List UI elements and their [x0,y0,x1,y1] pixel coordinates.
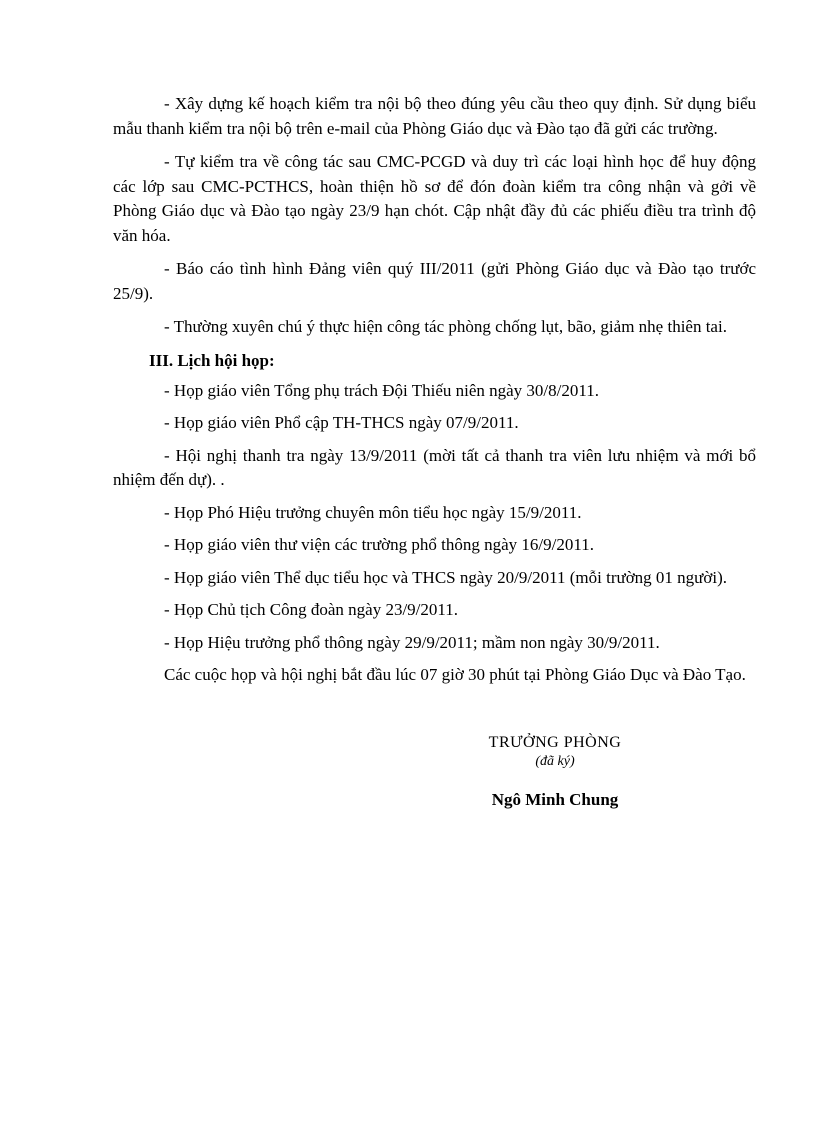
closing-paragraph: Các cuộc họp và hội nghị bắt đầu lúc 07 giờ 30 phút tại Phòng Giáo Dục và Đào Tạo. [164,665,746,684]
signature-note: (đã ký) [535,754,575,769]
task-paragraph: - Thường xuyên chú ý thực hiện công tác phòng chống lụt, bão, giảm nhẹ thiên tai. [164,317,727,336]
meeting-item: - Họp Hiệu trưởng phổ thông ngày 29/9/2011; mầm non ngày 30/9/2011. [164,632,660,652]
meeting-item: - Hội nghị thanh tra ngày 13/9/2011 (mời tất cả thanh tra viên lưu nhiệm và mới bổ nhiệm đến dự). . [113,445,756,489]
signer-name: Ngô Minh Chung [491,790,619,809]
meeting-item: - Họp giáo viên thư viện các trường phổ thông ngày 16/9/2011. [164,535,594,554]
signature-block [435,733,675,811]
meeting-item: - Họp giáo viên Phổ cập TH-THCS ngày 07/9/2011. [164,413,519,432]
document-body [113,92,756,697]
meeting-item: - Họp giáo viên Tổng phụ trách Đội Thiếu niên ngày 30/8/2011. [164,380,600,400]
task-paragraph: - Tự kiểm tra về công tác sau CMC-PCGD và duy trì các loại hình học để huy động các lớp sau CMC-PCTHCS, hoàn thiện hồ sơ để đón đoàn kiểm tra công nhận và gởi về Phòng Giáo dục và Đào tạo ngày 23/9 hạn chót. Cập nhật đầy đủ các phiếu điều tra trình độ văn hóa. [113,152,756,245]
meeting-item: - Họp Phó Hiệu trưởng chuyên môn tiểu học ngày 15/9/2011. [164,502,582,522]
task-paragraph: - Xây dựng kế hoạch kiểm tra nội bộ theo đúng yêu cầu theo quy định. Sử dụng biểu mẫu thanh kiểm tra nội bộ trên e-mail của Phòng Giáo dục và Đào tạo đã gửi các trường. [113,94,756,138]
task-paragraph: - Báo cáo tình hình Đảng viên quý III/2011 (gửi Phòng Giáo dục và Đào tạo trước 25/9). [113,259,756,303]
section-heading: III. Lịch hội họp: [149,350,275,370]
meeting-item: - Họp giáo viên Thể dục tiểu học và THCS ngày 20/9/2011 (mỗi trường 01 người). [164,567,728,587]
meeting-item: - Họp Chủ tịch Công đoàn ngày 23/9/2011. [164,600,459,619]
signature-title: TRƯỞNG PHÒNG [488,734,622,751]
